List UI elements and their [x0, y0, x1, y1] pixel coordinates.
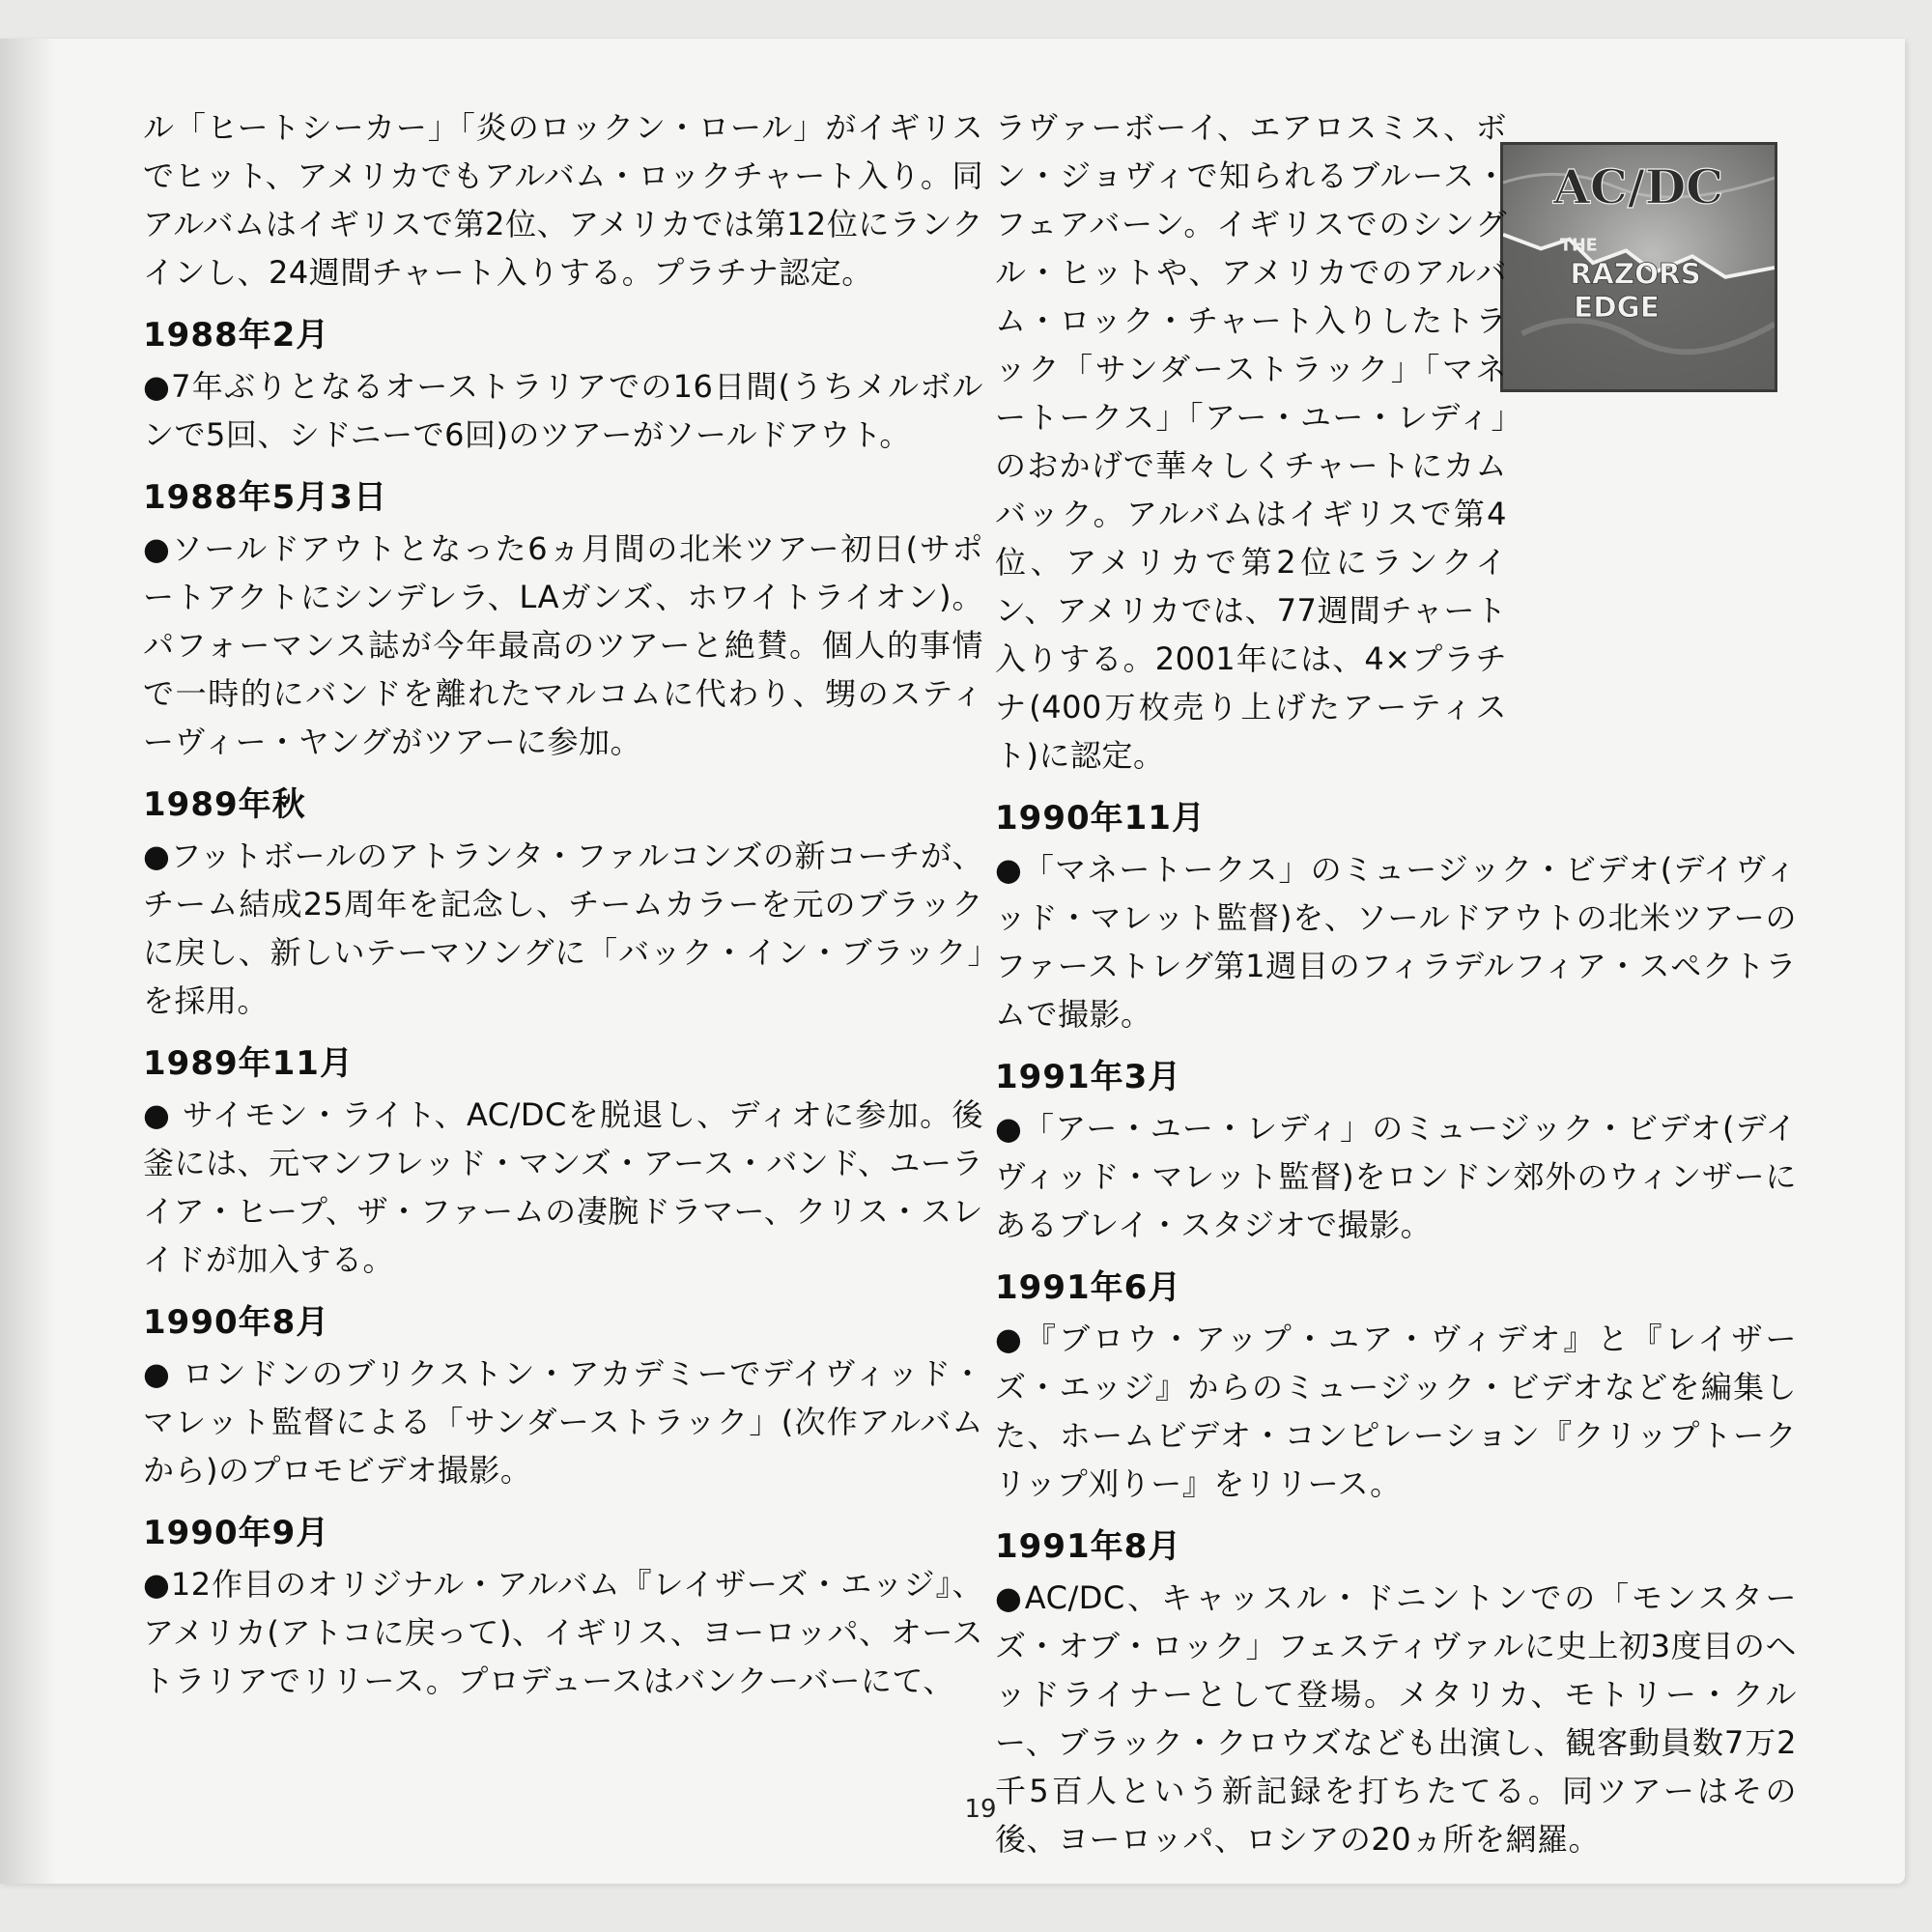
entry-text: ●7年ぶりとなるオーストラリアでの16日間(うちメルボルンで5回、シドニーで6回)のツアーがソールドアウト。 [143, 368, 983, 453]
entry-date: 1988年5月3日 [143, 478, 387, 517]
album-title-line2: RAZORS [1570, 257, 1701, 291]
entry-text: ●『ブロウ・アップ・ユア・ヴィデオ』と『レイザーズ・エッジ』からのミュージック・ビデオなどを編集した、ホームビデオ・コンピレーション『クリップトークリップ刈りー』をリリース。 [995, 1321, 1797, 1502]
entry-text: ●12作目のオリジナル・アルバム『レイザーズ・エッジ』、アメリカ(アトコに戻って)、イギリス、ヨーロッパ、オーストラリアでリリース。プロデュースはバンクーバーにて、 [143, 1566, 983, 1699]
entry-text: ●フットボールのアトランタ・ファルコンズの新コーチが、チーム結成25周年を記念し、チームカラーを元のブラックに戻し、新しいテーマソングに「バック・イン・ブラック」を採用。 [143, 838, 983, 1019]
entry-date: 1991年3月 [995, 1058, 1182, 1096]
album-title-line1: THE [1559, 236, 1598, 256]
right-column [995, 103, 1797, 1863]
entry-date: 1988年2月 [143, 316, 330, 355]
intro-paragraph: ル「ヒートシーカー」「炎のロックン・ロール」がイギリスでヒット、アメリカでもアルバム・ロックチャート入り。同アルバムはイギリスで第2位、アメリカでは第12位にランクインし、24週間チャート入りする。プラチナ認定。 [143, 109, 983, 291]
timeline-entry [143, 1038, 983, 1284]
entry-text: ●「アー・ユー・レディ」のミュージック・ビデオ(デイヴィッド・マレット監督)をロンドン郊外のウィンザーにあるブレイ・スタジオで撮影。 [995, 1110, 1797, 1243]
timeline-entry [143, 1508, 983, 1705]
timeline-entry [143, 1297, 983, 1494]
entry-text: ●「マネートークス」のミュージック・ビデオ(デイヴィッド・マレット監督)を、ソールドアウトの北米ツアーのファーストレグ第1週目のフィラデルフィア・スペクトラムで撮影。 [995, 851, 1797, 1033]
entry-text: ● サイモン・ライト、AC/DCを脱退し、ディオに参加。後釜には、元マンフレッド・マンズ・アース・バンド、ユーライア・ヒープ、ザ・ファームの凄腕ドラマー、クリス・スレイドが加入する。 [143, 1096, 983, 1278]
entry-date: 1990年9月 [143, 1514, 330, 1552]
timeline-entry [995, 1263, 1797, 1508]
timeline-entry [995, 1052, 1797, 1249]
entry-date: 1989年11月 [143, 1044, 354, 1083]
entry-text: ●AC/DC、キャッスル・ドニントンでの「モンスターズ・オブ・ロック」フェスティヴァルに史上初3度目のヘッドライナーとして登場。メタリカ、モトリー・クルー、ブラック・クロウズなども出演し、観客動員数7万2千5百人という新記録を打ちたてる。同ツアーはその後、ヨーロッパ、ロシアの20ヵ所を網羅。 [995, 1579, 1797, 1858]
timeline-entry [143, 310, 983, 459]
album-logo: AC/DC [1552, 158, 1724, 215]
timeline-entry [995, 1521, 1797, 1863]
entry-text: ●ソールドアウトとなった6ヵ月間の北米ツアー初日(サポートアクトにシンデレラ、LAガンズ、ホワイトライオン)。パフォーマンス誌が今年最高のツアーと絶賛。個人的事情で一時的にバンドを離れたマルコムに代わり、甥のスティーヴィー・ヤングがツアーに参加。 [143, 530, 983, 760]
spine-shadow [0, 39, 56, 1884]
timeline-entry [143, 780, 983, 1025]
timeline-entry [143, 472, 983, 766]
album-title-line3: EDGE [1574, 290, 1660, 324]
entry-date: 1989年秋 [143, 785, 306, 824]
entry-date: 1991年6月 [995, 1268, 1182, 1307]
entry-date: 1990年11月 [995, 799, 1206, 838]
page-number: 19 [964, 1795, 997, 1824]
entry-text: ● ロンドンのブリクストン・アカデミーでデイヴィッド・マレット監督による「サンダーストラック」(次作アルバムから)のプロモビデオ撮影。 [143, 1355, 983, 1489]
entry-date: 1991年8月 [995, 1527, 1182, 1566]
right-intro-paragraph: ラヴァーボーイ、エアロスミス、ボン・ジョヴィで知られるブルース・フェアバーン。イギリスでのシングル・ヒットや、アメリカでのアルバム・ロック・チャート入りしたトラック「サンダーストラック」「マネートークス」「アー・ユー・レディ」のおかげで華々しくチャートにカムバック。アルバムはイギリスで第4位、アメリカで第2位にランクイン、アメリカでは、77週間チャート入りする。2001年には、4×プラチナ(400万枚売り上げたアーティスト)に認定。 [995, 109, 1507, 774]
timeline-entry [995, 793, 1797, 1038]
left-column [143, 103, 983, 1705]
entry-date: 1990年8月 [143, 1303, 330, 1342]
